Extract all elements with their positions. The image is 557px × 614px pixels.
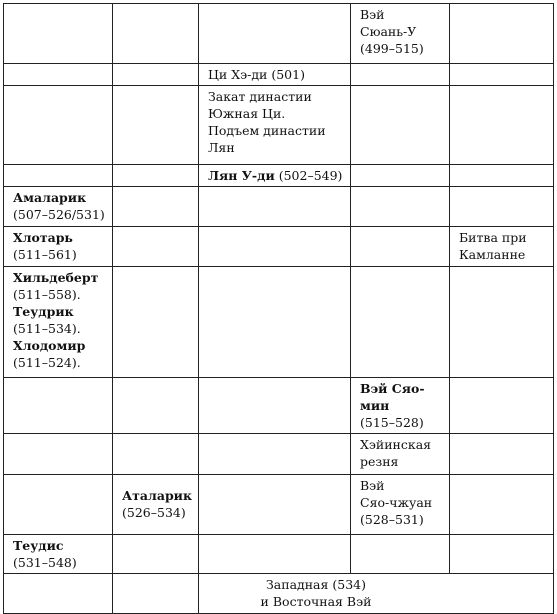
table-cell-wei-xiaozhuang: Вэй Сяо-чжуан (528–531) — [351, 475, 450, 535]
table-cell — [113, 378, 199, 434]
table-cell — [113, 64, 199, 86]
table-cell — [113, 535, 199, 574]
table-cell-heyin-massacre: Хэйинская резня — [351, 434, 450, 475]
table-cell — [450, 187, 554, 227]
table-cell — [351, 267, 450, 378]
table-cell-wei-xuanwu: Вэй Сюань-У (499–515) — [351, 4, 450, 64]
table-cell-qi-hedi: Ци Хэ-ди (501) — [199, 64, 351, 86]
table-cell — [4, 165, 113, 187]
table-cell — [450, 267, 554, 378]
table-cell — [4, 434, 113, 475]
table-cell — [351, 535, 450, 574]
table-row — [4, 86, 554, 165]
table-cell — [450, 165, 554, 187]
table-cell — [113, 434, 199, 475]
table-cell — [199, 378, 351, 434]
table-cell — [351, 165, 450, 187]
table-cell — [199, 187, 351, 227]
table-row — [4, 64, 554, 86]
table-row — [4, 475, 554, 535]
table-cell — [199, 227, 351, 267]
table-row — [4, 574, 554, 614]
table-cell — [450, 86, 554, 165]
table-row — [4, 187, 554, 227]
table-cell — [450, 535, 554, 574]
chronology-table — [3, 3, 554, 614]
table-cell-athalaric: Аталарик (526–534) — [113, 475, 199, 535]
table-cell — [113, 165, 199, 187]
table-cell — [4, 86, 113, 165]
table-row — [4, 227, 554, 267]
table-cell — [113, 86, 199, 165]
table-row — [4, 267, 554, 378]
table-cell — [4, 574, 113, 614]
table-cell — [4, 475, 113, 535]
table-cell — [199, 434, 351, 475]
table-cell-liang-rise: Закат династии Южная Ци. Подъем династии Лян — [199, 86, 351, 165]
table-cell — [4, 64, 113, 86]
table-cell-wei-xiaoming: Вэй Сяо-мин (515–528) — [351, 378, 450, 434]
table-cell-camlann: Битва при Камланне — [450, 227, 554, 267]
table-cell — [351, 187, 450, 227]
table-row — [4, 4, 554, 64]
table-cell — [351, 227, 450, 267]
table-cell — [113, 227, 199, 267]
table-cell — [199, 4, 351, 64]
table-cell — [113, 267, 199, 378]
table-cell — [4, 378, 113, 434]
table-cell-liang-wudi: Лян У-ди (502–549) — [199, 165, 351, 187]
table-cell — [199, 475, 351, 535]
table-cell — [450, 378, 554, 434]
table-row — [4, 535, 554, 574]
table-cell — [113, 574, 199, 614]
table-cell-wei-split: Западная (534) и Восточная Вэй — [199, 574, 554, 614]
table-cell — [351, 64, 450, 86]
table-cell-frankish-kings: Хильдеберт (511–558). Теудрик (511–534). Хлодомир (511–524). — [4, 267, 113, 378]
table-cell — [4, 4, 113, 64]
table-row — [4, 165, 554, 187]
table-row — [4, 378, 554, 434]
table-cell — [450, 64, 554, 86]
table-cell — [199, 267, 351, 378]
table-cell — [199, 535, 351, 574]
table-row — [4, 434, 554, 475]
table-cell — [351, 86, 450, 165]
table-cell-theudis: Теудис (531–548) — [4, 535, 113, 574]
table-cell — [113, 4, 199, 64]
table-cell-amalaric: Амаларик (507–526/531) — [4, 187, 113, 227]
table-cell-chlothar: Хлотарь (511–561) — [4, 227, 113, 267]
table-cell — [450, 434, 554, 475]
table-cell — [450, 4, 554, 64]
table-cell — [450, 475, 554, 535]
table-cell — [113, 187, 199, 227]
